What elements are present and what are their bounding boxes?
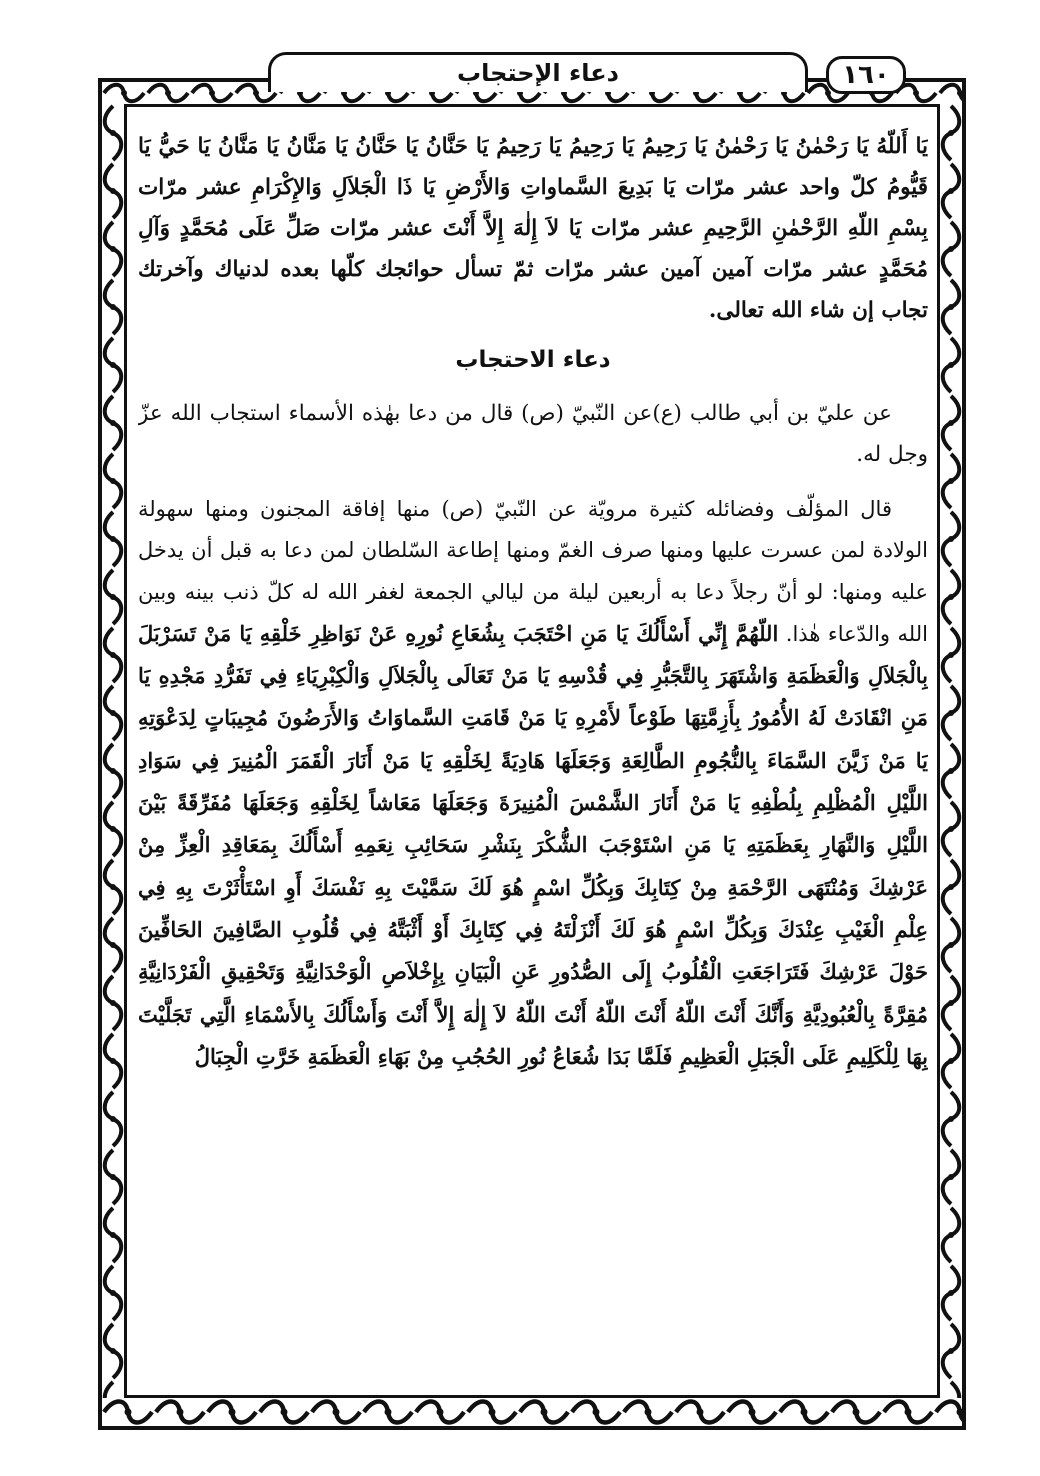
bottom-ornament-band	[102, 1398, 962, 1426]
opening-invocation: يَا أَللّهُ يَا رَحْمٰنُ يَا رَحْمٰنُ يَا رَحِيمُ يَا رَحِيمُ يَا رَحِيمُ يَا حَنَّانُ يَا حَنَّانُ يَا مَنَّانُ يَا مَنَّانُ يَا حَيُّ يَا قَيُّومُ كلّ واحد عشر مرّات يَا بَدِيعَ السَّماواتِ وَالأَرْضِ يَا ذَا الْجَلاَلِ وَالإِكْرَامِ عشر مرّات بِسْمِ اللّهِ الرَّحْمٰنِ الرَّحِيمِ عشر مرّات يَا لاَ إِلٰهَ إِلاَّ أَنْتَ عشر مرّات صَلِّ عَلَى مُحَمَّدٍ وَآلِ مُحَمَّدٍ عشر مرّات آمين آمين عشر مرّات ثمّ تسأل حوائجك كلّها بعده لدنياك وآخرتك تجاب إن شاء الله تعالى.	[138, 134, 928, 323]
right-ornament-band	[940, 104, 962, 1398]
page-content	[138, 118, 928, 1388]
narration-text: عن عليّ بن أبي طالب (ع)عن النّبيّ (ص) قال من دعا بهٰذه الأسماء استجاب الله عزّ وجل له.	[138, 401, 928, 467]
narration-paragraph	[138, 393, 928, 475]
left-ornament-band	[102, 104, 124, 1398]
header-tab	[268, 52, 808, 92]
page-number-box	[826, 56, 906, 94]
section-heading: دعاء الاحتجاب	[455, 347, 611, 373]
running-header-title: دعاء الإحتجاب	[457, 59, 619, 87]
page-number: ١٦٠	[842, 60, 890, 90]
dua-text: اللّهُمَّ إِنِّي أَسْأَلُكَ يَا مَنِ احْتَجَبَ بِشُعَاعِ نُورِهِ عَنْ نَوَاظِرِ خَلْقِهِ يَا مَنْ تَسَرْبَلَ بِالْجَلاَلِ وَالْعَظَمَةِ وَاشْتَهَرَ بِالتَّجَبُّرِ فِي قُدْسِهِ يَا مَنْ تَعَالَى بِالْجَلاَلِ وَالْكِبْرِيَاءِ فِي تَفَرُّدِ مَجْدِهِ يَا مَنِ انْقَادَتْ لَهُ الأُمُورُ بِأَزِمَّتِهَا طَوْعاً لأَمْرِهِ يَا مَنْ قَامَتِ السَّماوَاتُ وَالأَرَضُونَ مُجِيبَاتٍ لِدَعْوَتِهِ يَا مَنْ زَيَّنَ السَّمَاءَ بِالنُّجُومِ الطَّالِعَةِ وَجَعَلَهَا هَادِيَةً لِخَلْقِهِ يَا مَنْ أَنَارَ الْقَمَرَ الْمُنِيرَ فِي سَوَادِ اللَّيْلِ الْمُظْلِمِ بِلُطْفِهِ يَا مَنْ أَنَارَ الشَّمْسَ الْمُنِيرَةَ وَجَعَلَهَا مَعَاشاً لِخَلْقِهِ وَجَعَلَهَا مُفَرِّقَةً بَيْنَ اللَّيْلِ وَالنَّهَارِ بِعَظَمَتِهِ يَا مَنِ اسْتَوْجَبَ الشُّكْرَ بِنَشْرِ سَحَائِبِ نِعَمِهِ أَسْأَلُكَ بِمَعَاقِدِ الْعِزِّ مِنْ عَرْشِكَ وَمُنْتَهَى الرَّحْمَةِ مِنْ كِتَابِكَ وَبِكُلِّ اسْمٍ هُوَ لَكَ سَمَّيْتَ بِهِ نَفْسَكَ أَوِ اسْتَأْثَرْتَ بِهِ فِي عِلْمِ الْغَيْبِ عِنْدَكَ وَبِكُلِّ اسْمٍ هُوَ لَكَ أَنْزَلْتَهُ فِي كِتَابِكَ أَوْ أَثْبَتَّهُ فِي قُلُوبِ الصَّافِينَ الحَافِّينَ حَوْلَ عَرْشِكَ فَتَرَاجَعَتِ الْقُلُوبُ إِلَى الصُّدُورِ عَنِ الْبَيَانِ بِإِخْلاَصِ الْوَحْدَانِيَّةِ وَتَحْقِيقِ الْفَرْدَانِيَّةِ مُقِرَّةً بِالْعُبُودِيَّةِ وَأَنَّكَ أَنْتَ اللّهُ أَنْتَ اللّهُ أَنْتَ اللّهُ لاَ إِلٰهَ إِلاَّ أَنْتَ وَأَسْأَلُكَ بِالأَسْمَاءِ الَّتِي تَجَلَّيْتَ بِهَا لِلْكَلِيمِ عَلَى الْجَبَلِ الْعَظِيمِ فَلَمَّا بَدَا شُعَاعُ نُورِ الحُجُبِ مِنْ بَهَاءِ الْعَظَمَةِ خَرَّتِ الْجِبَالُ	[138, 620, 928, 1069]
virtues-and-dua-paragraph	[138, 489, 928, 1078]
virtues-text: قال المؤلّف وفضائله كثيرة مرويّة عن النّبيّ (ص) منها إفاقة المجنون ومنها سهولة الولادة لمن عسرت عليها ومنها صرف الغمّ ومنها إطاعة السّلطان لمن دعا به قبل أن يدخل عليه ومنها: لو أنّ رجلاً دعا به أربعين ليلة من ليالي الجمعة لغفر الله له كلّ ذنب بينه وبين الله والدّعاء هٰذا.	[138, 497, 928, 646]
